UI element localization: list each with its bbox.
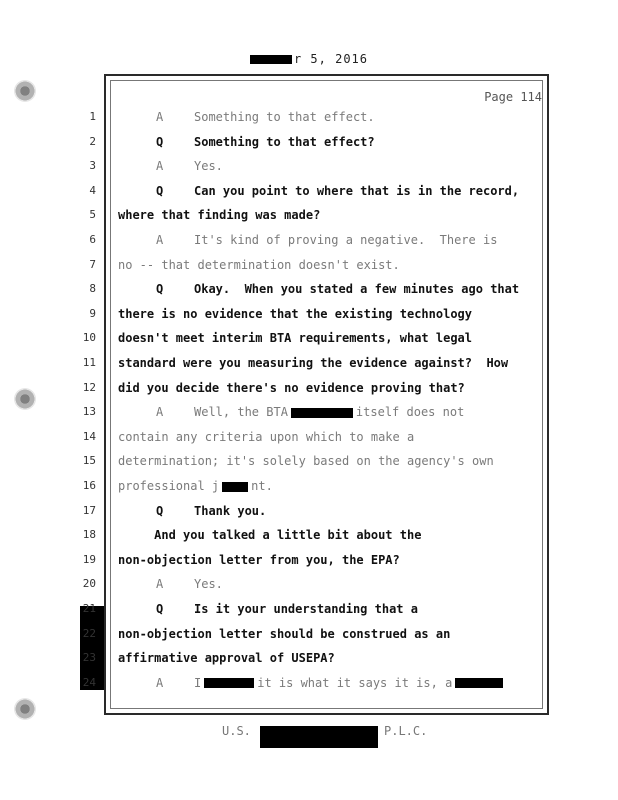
transcript-line — [0, 331, 618, 351]
page-header-date — [0, 52, 618, 66]
transcript-line — [0, 307, 618, 327]
transcript-line — [0, 405, 618, 425]
transcript-line — [0, 135, 618, 155]
line-number: 12 — [82, 380, 96, 394]
redaction-block — [204, 678, 254, 688]
line-text: Thank you. — [194, 503, 267, 518]
line-text: doesn't meet interim BTA requirements, what legal — [118, 331, 473, 346]
line-number: 14 — [82, 429, 96, 443]
line-text: where that finding was made? — [118, 208, 321, 223]
transcript-line — [0, 651, 618, 671]
line-text: And you talked a little bit about the — [118, 528, 422, 543]
line-number: 11 — [82, 356, 96, 369]
line-text: did you decide there's no evidence proving that? — [118, 380, 465, 395]
transcript-line — [0, 577, 618, 597]
line-text: I it is what it says it is, a — [194, 676, 503, 690]
line-text: Something to that effect. — [194, 110, 375, 124]
line-number: 10 — [82, 331, 96, 345]
line-text: professional j nt. — [118, 479, 273, 493]
transcript-line — [0, 602, 618, 622]
transcript-line — [0, 258, 618, 278]
line-text: Yes. — [194, 577, 223, 592]
transcript-line — [0, 553, 618, 573]
line-number: 24 — [82, 675, 96, 689]
line-number: 3 — [89, 159, 96, 173]
transcript-line — [0, 184, 618, 204]
transcript-line — [0, 504, 618, 524]
transcript-line — [0, 233, 618, 253]
footer-redaction-block — [260, 726, 378, 748]
speaker-label: Q — [156, 602, 164, 616]
line-text: Is it your understanding that a — [194, 602, 418, 616]
line-text: Well, the BTA itself does not — [194, 405, 465, 420]
transcript-line — [0, 208, 618, 228]
transcript-line — [0, 356, 618, 376]
line-number: 8 — [89, 282, 96, 296]
line-number: 16 — [82, 479, 96, 492]
line-number: 6 — [89, 233, 96, 246]
footer-left-text: U.S. — [222, 724, 251, 738]
page-number: Page 114 — [484, 90, 542, 104]
punch-hole-top — [14, 80, 36, 102]
line-number: 4 — [89, 183, 96, 197]
line-number: 20 — [82, 577, 96, 591]
line-number: 1 — [89, 110, 96, 123]
speaker-label: A — [156, 233, 164, 247]
line-text: It's kind of proving a negative. There is — [194, 233, 498, 247]
line-number: 5 — [89, 208, 96, 222]
line-text: non-objection letter from you, the EPA? — [118, 552, 400, 567]
line-text: no -- that determination doesn't exist. — [118, 257, 400, 272]
line-number: 15 — [82, 454, 96, 468]
punch-hole-bottom — [14, 698, 36, 720]
redaction-block — [222, 482, 248, 492]
line-number: 7 — [89, 257, 96, 271]
speaker-label: A — [156, 159, 164, 174]
footer-right-text: P.L.C. — [384, 724, 428, 738]
line-number: 18 — [82, 528, 96, 542]
line-text: Can you point to where that is in the record, — [194, 183, 520, 198]
line-text: determination; it's solely based on the agency's own — [118, 454, 494, 469]
speaker-label: Q — [156, 134, 164, 149]
line-text: Okay. When you stated a few minutes ago that — [194, 282, 520, 297]
speaker-label: A — [156, 577, 164, 592]
speaker-label: A — [156, 675, 164, 690]
line-number: 13 — [82, 405, 96, 419]
transcript-line — [0, 282, 618, 302]
transcript-line — [0, 381, 618, 401]
speaker-label: A — [156, 405, 164, 420]
speaker-label: Q — [156, 503, 164, 518]
line-number: 21 — [82, 602, 96, 615]
line-text: Yes. — [194, 159, 223, 174]
speaker-label: A — [156, 110, 164, 124]
line-number: 9 — [89, 306, 96, 320]
speaker-label: Q — [156, 183, 164, 198]
transcript-line — [0, 159, 618, 179]
transcript-line — [0, 676, 618, 696]
line-text: contain any criteria upon which to make a — [118, 429, 415, 444]
line-number: 23 — [82, 651, 96, 665]
line-text: Something to that effect? — [194, 134, 375, 149]
line-number: 2 — [89, 134, 96, 148]
line-number: 19 — [82, 552, 96, 566]
transcript-line — [0, 528, 618, 548]
line-text: non-objection letter should be construed as an — [118, 626, 451, 641]
line-number: 22 — [82, 626, 96, 640]
line-text: there is no evidence that the existing technology — [118, 306, 473, 321]
line-text: affirmative approval of USEPA? — [118, 651, 335, 666]
redaction-block — [455, 678, 503, 688]
transcript-line — [0, 430, 618, 450]
transcript-line — [0, 479, 618, 499]
speaker-label: Q — [156, 282, 164, 297]
redaction-block — [250, 55, 292, 64]
header-date-text: r 5, 2016 — [293, 52, 369, 66]
transcript-line — [0, 454, 618, 474]
transcript-line — [0, 627, 618, 647]
line-text: standard were you measuring the evidence against? How — [118, 356, 509, 370]
line-number: 17 — [82, 503, 96, 517]
transcript-line — [0, 110, 618, 130]
redaction-block — [291, 408, 353, 418]
